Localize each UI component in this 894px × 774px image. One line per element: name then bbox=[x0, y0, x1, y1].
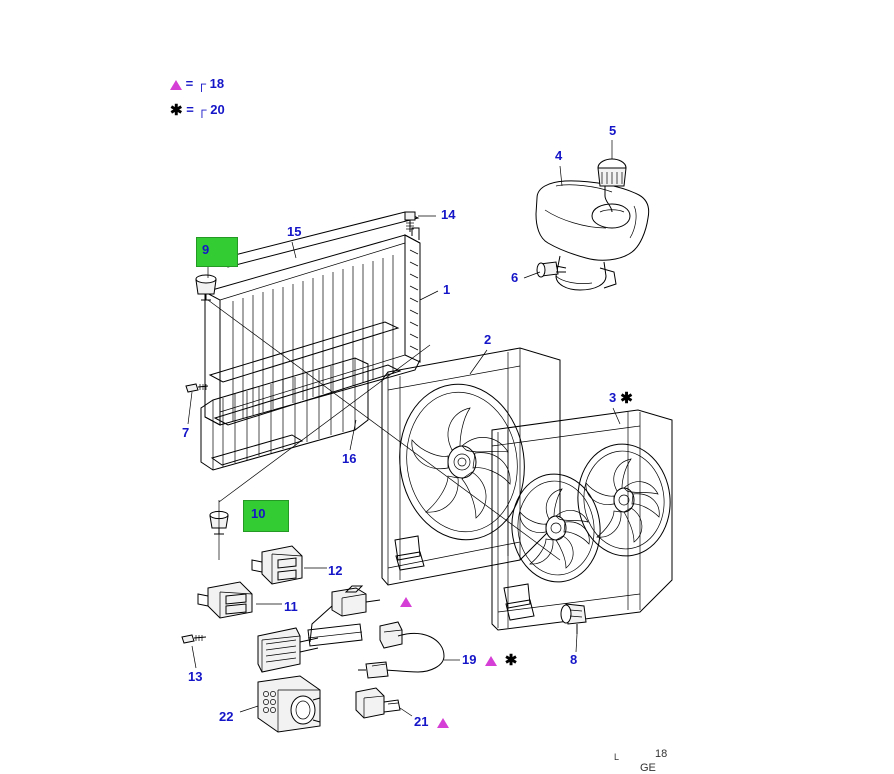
part-22-module bbox=[258, 676, 320, 732]
triangle-icon bbox=[170, 80, 182, 90]
star-icon: ✱ bbox=[170, 102, 183, 120]
callout-11: 11 bbox=[284, 599, 298, 614]
callout-6: 6 bbox=[511, 270, 519, 285]
callout-21: 21 bbox=[414, 714, 449, 729]
callout-7: 7 bbox=[182, 425, 190, 440]
star-icon: ✱ bbox=[504, 652, 518, 670]
legend-star-text: = ┌ 20 bbox=[186, 102, 225, 117]
part-14-bolt bbox=[405, 212, 415, 232]
highlight-box-10[interactable] bbox=[243, 500, 289, 532]
callout-5: 5 bbox=[609, 123, 617, 138]
star-icon: ✱ bbox=[620, 390, 633, 408]
part-13-bolt bbox=[182, 635, 206, 643]
fan-assembly-2 bbox=[382, 348, 560, 585]
callout-10: 10 bbox=[251, 506, 266, 521]
callout-12: 12 bbox=[328, 563, 343, 578]
callout-14: 14 bbox=[441, 207, 456, 222]
callout-13: 13 bbox=[188, 669, 203, 684]
callout-1: 1 bbox=[443, 282, 451, 297]
triangle-icon bbox=[400, 597, 412, 607]
callout-22: 22 bbox=[219, 709, 234, 724]
callout-15: 15 bbox=[287, 224, 302, 239]
footer-tick: L bbox=[614, 752, 620, 762]
callout-19: 19 ✱ bbox=[462, 652, 518, 670]
floating-triangle-marker bbox=[400, 593, 412, 611]
footer-page-number: 18 bbox=[655, 748, 668, 760]
callout-9: 9 bbox=[202, 242, 210, 257]
callout-2: 2 bbox=[484, 332, 492, 347]
part-11-connector bbox=[198, 582, 252, 618]
callout-16: 16 bbox=[342, 451, 357, 466]
legend-triangle-text: = ┌ 18 bbox=[185, 76, 225, 91]
legend-row-triangle bbox=[170, 76, 224, 91]
triangle-icon bbox=[437, 718, 449, 728]
footer-code: GE bbox=[640, 762, 656, 774]
part-12-connector bbox=[252, 546, 302, 584]
triangle-icon bbox=[485, 656, 497, 666]
legend-row-star bbox=[170, 102, 225, 118]
wiring-harness bbox=[308, 586, 444, 678]
callout-8: 8 bbox=[570, 652, 578, 667]
fan-assembly-3 bbox=[492, 410, 676, 630]
callout-3: 3 ✱ bbox=[609, 390, 633, 408]
callout-4: 4 bbox=[555, 148, 563, 163]
part-8-plug bbox=[561, 604, 586, 634]
part-21-bracket bbox=[356, 688, 400, 718]
part-6-sensor bbox=[537, 262, 566, 277]
